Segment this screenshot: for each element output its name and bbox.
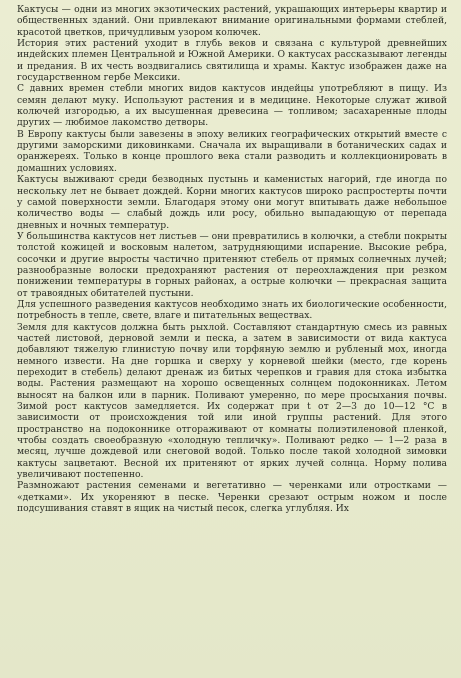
paragraph-europe: В Европу кактусы были завезены в эпоху великих географических открытий вместе с другими заморскими диковинками. Сначала их выращивали в ботанических садах и оранжереях. Только в конце прошлого века стали разводить и коллекционировать в домашних условиях.	[17, 128, 447, 174]
paragraph-uses: С давних времен стебли многих видов кактусов индейцы употребляют в пищу. Из семян делают муку. Используют растения и в медицине. Некоторые служат живой колючей изгородью, а их высушенная древесина — топливом; засахаренные плоды других — любимое лакомство детворы.	[17, 83, 447, 129]
paragraph-survival: Кактусы выживают среди безводных пустынь и каменистых нагорий, где иногда по нескольку лет не бывает дождей. Корни многих кактусов широко распростерты почти у самой поверхности земли. Благодаря этому они могут впитывать даже небольшое количество воды — слабый дождь или росу, обильно выпадающую от перепада дневных и ночных температур.	[17, 174, 447, 231]
paragraph-soil-care: Земля для кактусов должна быть рыхлой. Составляют стандартную смесь из равных частей листовой, дерновой земли и песка, а затем в зависимости от вида кактуса добавляют тяжелую глинистую почву или торфяную землю и рубленый мох, иногда немного извести. На дне горшка и сверху у корневой шейки (место, где корень переходит в стебель) делают дренаж из битых черепков и гравия для стока избытка воды. Растения размещают на хорошо освещенных солнцем подоконниках. Летом выносят на балкон или в парник. Поливают умеренно, по мере просыхания почвы. Зимой рост кактусов замедляется. Их содержат при t от 2—3 до 10—12 °С в зависимости от происхождения той или иной группы растений. Для этого пространство на подоконнике отгораживают от комнаты полиэтиленовой пленкой, чтобы создать своеобразную «холодную тепличку». Поливают редко — 1—2 раза в месяц, лучше дождевой или снеговой водой. Только после такой холодной зимовки кактусы зацветают. Весной их притеняют от ярких лучей солнца. Норму полива увеличивают постепенно.	[17, 321, 447, 481]
paragraph-propagation: Размножают растения семенами и вегетативно — черенками или отростками — «детками». Их укореняют в песке. Черенки срезают острым ножом и после подсушивания ставят в ящик на чистый песок, слегка углубляя. Их	[17, 480, 447, 515]
paragraph-cultivation-intro: Для успешного разведения кактусов необходимо знать их биологические особенности, потребность в тепле, свете, влаге и питательных веществах.	[17, 298, 447, 322]
paragraph-intro: Кактусы — одни из многих экзотических растений, украшающих интерьеры квартир и общественных зданий. Они привлекают внимание оригинальными формами стеблей, красотой цветков, причудливым узором колючек.	[17, 4, 447, 38]
paragraph-history: История этих растений уходит в глубь веков и связана с культурой древнейших индейских племен Центральной и Южной Америки. О кактусах рассказывают легенды и предания. В их честь воздвигались святилища и храмы. Кактус изображен даже на государственном гербе Мексики.	[17, 38, 447, 84]
paragraph-adaptations: У большинства кактусов нет листьев — они превратились в колючки, а стебли покрыты толстой кожицей и восковым налетом, затрудняющими испарение. Высокие ребра, сосочки и другие выросты частично притеняют стебель от прямых солнечных лучей; разнообразные волоски предохраняют растения от переохлаждения при резком понижении температуры в горных районах, а острые колючки — прекрасная защита от травоядных обитателей пустыни.	[17, 230, 448, 299]
